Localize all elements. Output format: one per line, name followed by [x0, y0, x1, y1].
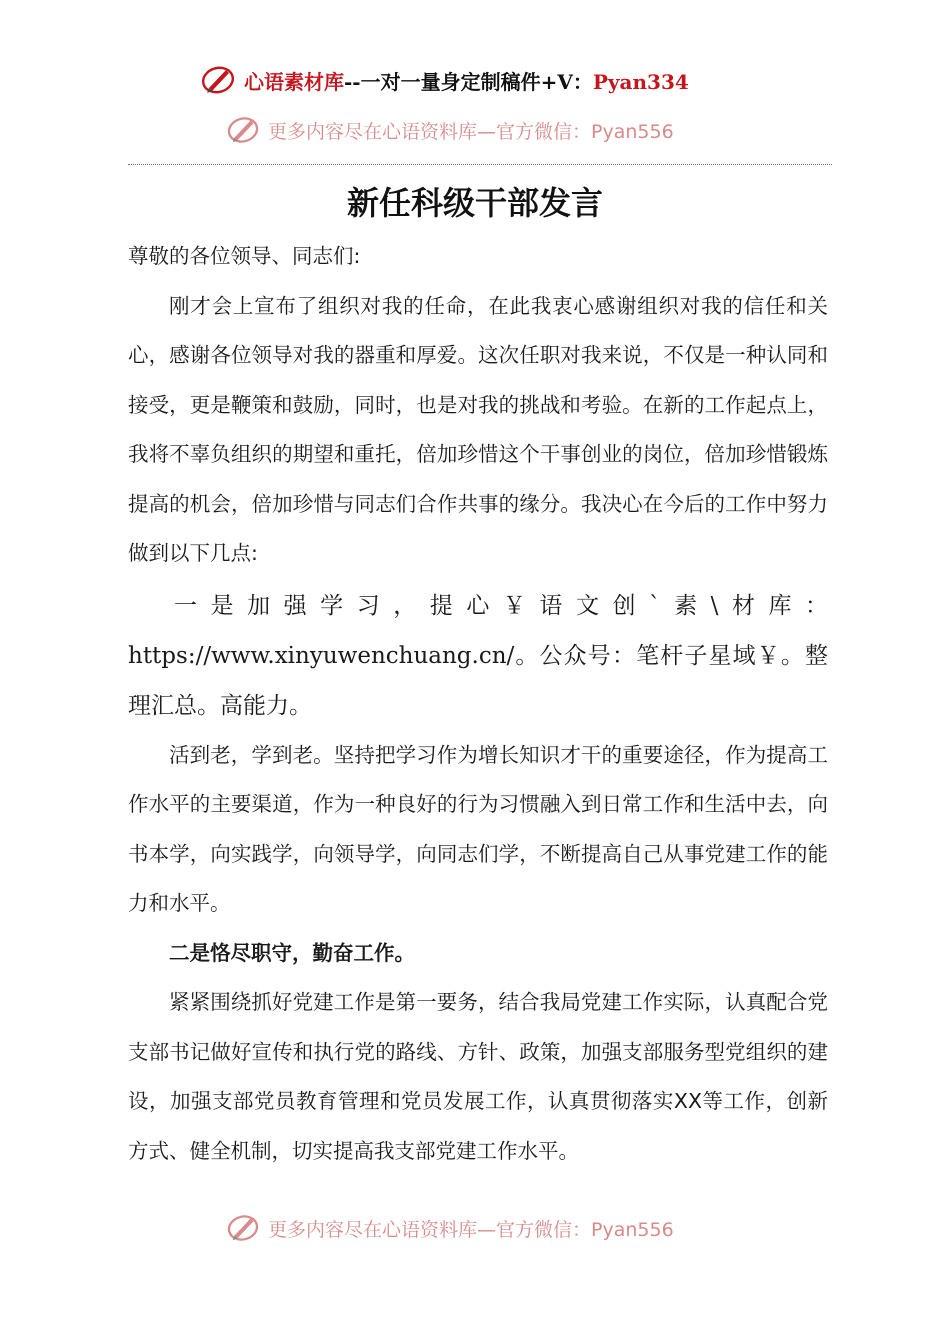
banner-id: Pyan334	[592, 69, 689, 94]
salutation: 尊敬的各位领导、同志们:	[128, 244, 361, 268]
footer-banner	[226, 1208, 726, 1248]
sub-banner	[226, 110, 726, 150]
paragraph: 紧紧围绕抓好党建工作是第一要务，结合我局党建工作实际，认真配合党支部书记做好宣传和执行党的路线、方针、政策，加强支部服务型党组织的建设，加强支部党员教育管理和党员发展工作，认真贯彻落实XX等工作，创新方式、健全机制，切实提高我支部党建工作水平。	[128, 990, 828, 1163]
paragraph-heading: 二是恪尽职守，勤奋工作。	[169, 940, 415, 965]
document-body	[128, 232, 828, 1176]
header-banner	[200, 62, 760, 98]
pen-logo-icon	[226, 1212, 260, 1244]
paragraph-point-one: 一是加强学习，提心￥语文创`素\材库：https://www.xinyuwenchuang.cn/。公众号：笔杆子星域￥。整理汇总。高能力。	[128, 592, 828, 719]
page-title: 新任科级干部发言	[346, 184, 603, 222]
footer-text: 更多内容尽在心语资料库—官方微信：Pyan556	[268, 1218, 674, 1241]
paragraph: 活到老，学到老。坚持把学习作为增长知识才干的重要途径，作为提高工作水平的主要渠道，作为一种良好的行为习惯融入到日常工作和生活中去，向书本学，向实践学，向领导学，向同志们学，不断提高自己从事党建工作的能力和水平。	[128, 742, 828, 915]
paragraph: 刚才会上宣布了组织对我的任命，在此我衷心感谢组织对我的信任和关心，感谢各位领导对我的器重和厚爱。这次任职对我来说，不仅是一种认同和接受，更是鞭策和鼓励，同时，也是对我的挑战和考验。在新的工作起点上，我将不辜负组织的期望和重托，倍加珍惜这个干事创业的岗位，倍加珍惜锻炼提高的机会，倍加珍惜与同志们合作共事的缘分。我决心在今后的工作中努力做到以下几点:	[128, 293, 828, 565]
banner-slogan: --一对一量身定制稿件+V：	[344, 69, 593, 94]
pen-logo-icon	[226, 114, 260, 146]
banner-brand: 心语素材库	[244, 69, 344, 94]
header-divider	[128, 164, 832, 165]
pen-logo-icon	[200, 64, 236, 96]
sub-banner-text: 更多内容尽在心语资料库—官方微信：Pyan556	[268, 120, 674, 143]
